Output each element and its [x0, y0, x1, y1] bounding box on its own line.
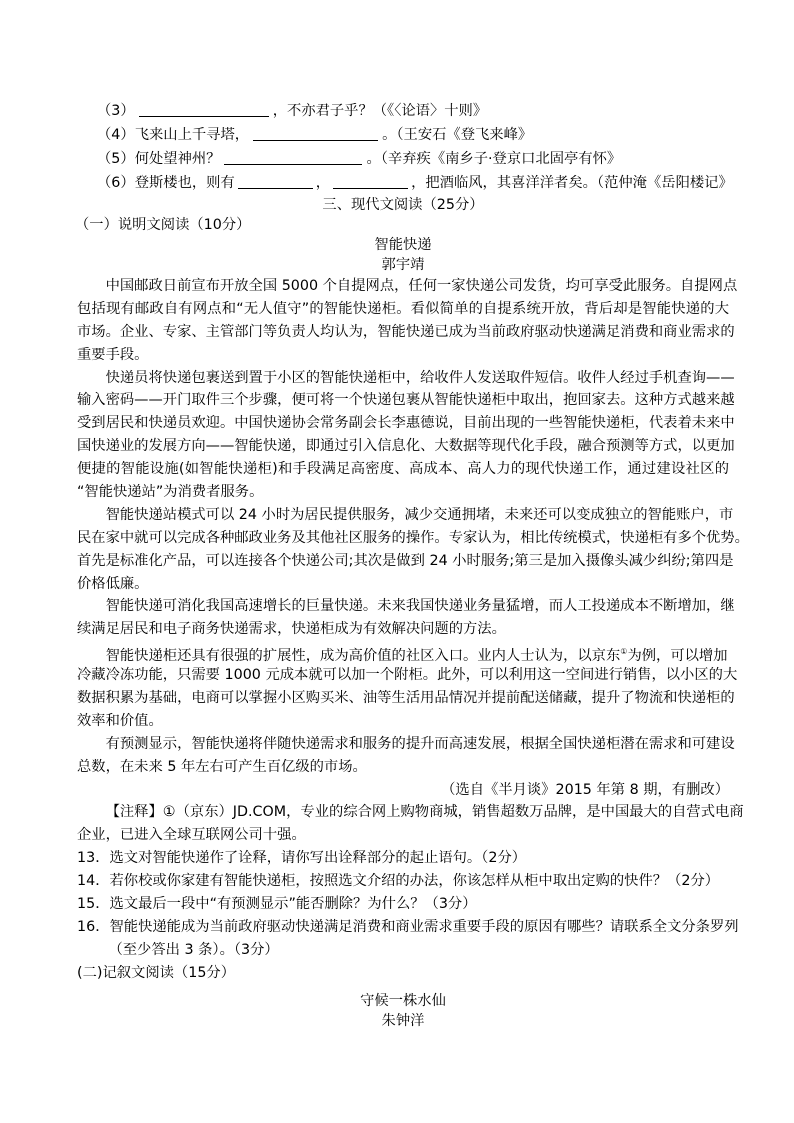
question-16-continued: （至少答出 3 条）。（3分）: [108, 941, 279, 958]
item-number: （4）: [97, 127, 135, 143]
article-line: 受到居民和快递员欢迎。中国快递协会常务副会长李惠德说，目前出现的一些智能快递柜，代表着未来中: [77, 415, 735, 432]
article-line: [77, 641, 729, 664]
article-line: 智能快递站模式可以 24 小时为居民提供服务，减少交通拥堵，未来还可以变成独立的智能账户，市: [105, 506, 734, 523]
article-line: 有预测显示，智能快递将伴随快递需求和服务的提升而高速发展，根据全国快递柜潜在需求和可建设: [105, 735, 735, 752]
item-text: 登斯楼也，则有: [134, 175, 235, 191]
line-text: 为例，可以增加: [627, 648, 728, 665]
section-title: 三、现代文阅读（25分）: [322, 197, 484, 213]
article-line: 价格低廉。: [77, 575, 149, 592]
part2-heading: (二)记叙文阅读（15分）: [77, 964, 236, 981]
article-author: 郭宇靖: [381, 257, 425, 273]
item-text: 飞来山上千寻塔，: [134, 127, 250, 143]
article-line: 便捷的智能设施(如智能快递柜)和手段满足高密度、高成本、高人力的现代快递工作，通过建设社区的: [77, 461, 729, 478]
part1-heading: （一）说明文阅读（10分）: [75, 217, 251, 233]
article-line: 智能快递可消化我国高速增长的巨量快递。未来我国快递业务量猛增，而人工投递成本不断增加，继: [105, 598, 735, 615]
item-text: ，不亦君子乎？（《〈论语〉十则》: [272, 103, 488, 119]
footnote-marker[interactable]: ①: [620, 647, 628, 657]
item-number: （3）: [97, 103, 135, 119]
question-16: 16．智能快递能成为当前政府驱动快递满足消费和商业需求重要手段的原因有哪些？请联系全文分条罗列: [77, 918, 739, 935]
question-13: 13．选文对智能快递作了诠释，请你写出诠释部分的起止语句。（2分）: [77, 850, 527, 867]
article-line: 民在家中就可以完成各种邮政业务及其他社区服务的操作。专家认为，相比传统模式，快递柜有多个优势。: [77, 529, 749, 546]
article-line: “智能快递站”为消费者服务。: [77, 484, 264, 501]
story-author: 朱钟洋: [381, 1012, 425, 1029]
question-15: 15．选文最后一段中“有预测显示”能否删除？为什么？（3分）: [77, 896, 477, 913]
article-line: 数据积累为基础，电商可以掌握小区购买米、油等生活用品情况并提前配送储藏，提升了物流和快递柜的: [77, 690, 735, 707]
question-14: 14．若你校或你家建有智能快递柜，按照选文介绍的办法，你该怎样从柜中取出定购的快件？（2分）: [77, 873, 720, 890]
article-line: 冷藏冷冻功能，只需要 1000 元成本就可以加一个附柜。此外，可以利用这一空间进行销售，以小区的大: [77, 667, 738, 684]
answer-blank[interactable]: [224, 150, 362, 165]
article-line: 包括现有邮政自有网点和“无人值守”的智能快递柜。看似简单的自提系统开放，背后却是智能快递的大: [77, 300, 729, 317]
article-line: 续满足居民和电子商务快递需求，快递柜成为有效解决问题的方法。: [77, 621, 506, 638]
article-line: 国快递业的发展方向——智能快递，即通过引入信息化、大数据等现代化手段，融合预测等方式，以更加: [77, 438, 735, 455]
article-line: 市场。企业、专家、主管部门等负责人均认为，智能快递已成为当前政府驱动快递满足消费和商业需求的: [77, 323, 735, 340]
fill-in-item-4: [77, 123, 729, 147]
article-line: 重要手段。: [77, 346, 149, 363]
story-title: 守候一株水仙: [360, 992, 446, 1009]
item-source: 。（辛弃疾《南乡子·登京口北固亭有怀》: [366, 151, 622, 167]
article-title: 智能快递: [374, 237, 432, 253]
article-line: 首先是标准化产品，可以连接各个快递公司;其次是做到 24 小时服务;第三是加入摄像头减少纠纷;第四是: [77, 552, 734, 569]
article-line: 快递员将快递包裹送到置于小区的智能快递柜中，给收件人发送取件短信。收件人经过手机查询——: [105, 369, 735, 386]
item-text: ，: [315, 175, 331, 191]
item-number: （5）: [97, 151, 135, 167]
annotation: 企业，已进入全球互联网公司十强。: [77, 827, 306, 844]
fill-in-item-6: [77, 171, 733, 195]
article-line: 输入密码——开门取件三个步骤，便可将一个快递包裹从智能快递柜中取出，抱回家去。这种方式越来越: [77, 392, 735, 409]
item-number: （6）: [97, 175, 135, 191]
fill-in-item-5: [77, 147, 729, 171]
answer-blank[interactable]: [253, 126, 378, 141]
answer-blank[interactable]: [139, 102, 269, 117]
fill-in-item-3: [77, 99, 729, 123]
annotation: 【注释】①（京东）JD.COM，专业的综合网上购物商城，销售超数万品牌，是中国最大的自营式电商: [105, 804, 744, 821]
line-text: 智能快递柜还具有很强的扩展性，成为高价值的社区入口。业内人士认为，以京东: [105, 648, 621, 665]
article-line: 效率和价值。: [77, 712, 163, 729]
answer-blank[interactable]: [333, 174, 408, 189]
article-line: 中国邮政日前宣布开放全国 5000 个自提网点，任何一家快递公司发货，均可享受此服务。自提网点: [105, 278, 738, 294]
answer-blank[interactable]: [238, 174, 313, 189]
item-text: ，把酒临风，其喜洋洋者矣。（范仲淹《岳阳楼记》: [411, 175, 733, 191]
article-line: 总数，在未来 5 年左右可产生百亿级的市场。: [77, 758, 367, 775]
item-source: 。（王安石《登飞来峰》: [382, 127, 533, 143]
item-text: 何处望神州？: [134, 151, 221, 167]
article-source: （选自《半月谈》2015 年第 8 期，有删改）: [441, 781, 729, 798]
exam-page: [75, 99, 749, 1031]
